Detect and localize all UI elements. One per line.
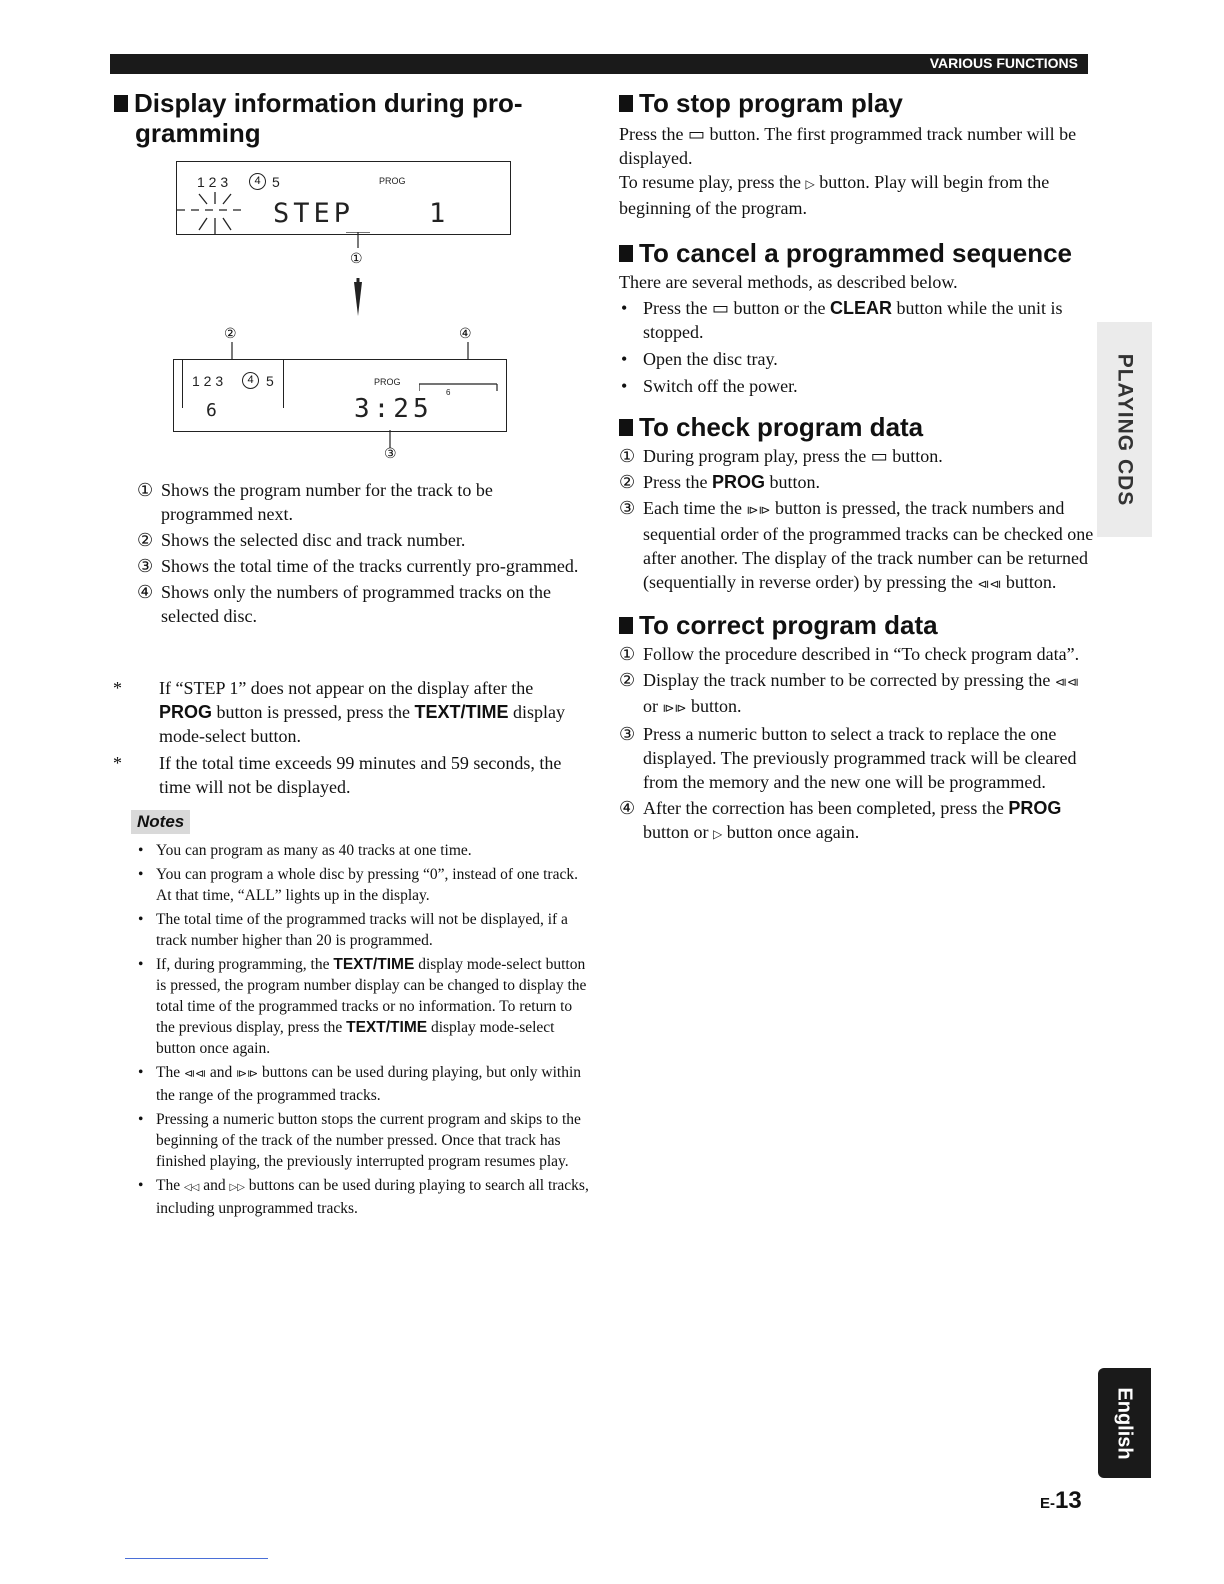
list-item: • Press the ▭ button or the CLEAR button while the unit is stopped. [619,296,1094,344]
skip-back-icon: ⧏⧏ [183,1068,206,1080]
callout-2-label: ② [224,327,237,342]
stop-icon: ▭ [870,446,888,466]
square-bullet-icon [619,245,633,262]
stop-icon: ▭ [712,298,730,318]
note-item: • The ◁◁ and ▷▷ buttons can be used during playing to search all tracks, including unprogrammed tracks. [114,1175,589,1219]
lcd-step-text: STEP [273,198,355,229]
list-item: ④ After the correction has been completed, press the PROG button or ▷ button once again. [619,798,1062,842]
square-bullet-icon [619,419,633,436]
list-item: ② Shows the selected disc and track number. [137,530,466,550]
note-item: • You can program a whole disc by pressing “0”, instead of one track. At that time, “ALL” lights up in the display. [114,864,589,906]
cancel-intro: There are several methods, as described below. [619,272,958,292]
correct-steps [619,642,1094,846]
right-column [619,88,1094,848]
list-item: ③ Shows the total time of the tracks currently pro-grammed. [137,556,579,576]
list-item: ② Press the PROG button. [619,472,821,492]
list-item: • Switch off the power. [619,374,1094,398]
footnote-total-time: * If the total time exceeds 99 minutes and 59 seconds, the time will not be displayed. [113,753,562,797]
circled-track-indicator: 4 [249,173,266,190]
footer-rule [125,1558,268,1559]
list-item: • Open the disc tray. [619,347,1094,371]
page-number: E-13 [1040,1487,1082,1514]
stop-paragraph-1: Press the ▭ button. The first programmed track number will be displayed. [619,124,1077,168]
notes-badge: Notes [131,810,190,834]
section-header-label: VARIOUS FUNCTIONS [929,55,1078,71]
prog-indicator: PROG [374,377,401,387]
check-steps [619,444,1094,596]
callout-1-label: ① [350,252,363,267]
notes-list [114,840,589,1222]
side-tab-playing-cds-label: PLAYING CDS [1113,353,1137,506]
skip-forward-icon: ⧐⧐ [236,1068,259,1080]
lcd-step-number: 1 [429,198,450,229]
check-program-heading: To check program data [619,412,1094,442]
callout-3-label: ③ [384,447,397,462]
square-bullet-icon [619,95,633,112]
list-item: ③ Each time the ⧐⧐ button is pressed, the track numbers and sequential order of the programmed tracks can be checked one after another. The display of the track number can be returned (sequentially in reverse order) by pressing the ⧏⧏ button. [619,498,1094,592]
note-item: • The ⧏⧏ and ⧐⧐ buttons can be used during playing, but only within the range of the programmed tracks. [114,1062,589,1106]
note-item: • You can program as many as 40 tracks at one time. [114,840,589,861]
stop-icon: ▭ [688,124,706,144]
prog-indicator: PROG [379,176,406,186]
callout-lines-1 [340,232,380,322]
note-item: • If, during programming, the TEXT/TIME display mode-select button is pressed, the program number display can be changed to display the total time of the programmed tracks or no information. To return to the previous display, press the TEXT/TIME display mode-select button once again. [114,954,589,1059]
cancel-methods [619,296,1094,398]
list-item: ③ Press a numeric button to select a track to replace the one displayed. The previously programmed track will be cleared from the memory and the new one will be programmed. [619,724,1077,792]
note-item: • Pressing a numeric button stops the current program and skips to the beginning of the track of the number pressed. Once that track has finished playing, the previously interrupted program resumes play. [114,1109,589,1172]
footnote-step: * If “STEP 1” does not appear on the display after the PROG button is pressed, press the TEXT/TIME display mode-select button. [113,678,565,746]
skip-forward-icon: ⧐⧐ [746,503,771,517]
prog-bracket-icon [419,382,499,392]
lcd-disc-number: 6 [206,400,221,421]
fast-forward-icon: ▷▷ [229,1182,245,1193]
skip-back-icon: ⧏⧏ [1054,675,1079,689]
note-item: • The total time of the programmed tracks will not be displayed, if a track number higher than 20 is programmed. [114,909,589,951]
list-item: ② Display the track number to be corrected by pressing the ⧏⧏ or ⧐⧐ button. [619,670,1079,716]
cancel-program-heading: To cancel a programmed sequence [619,238,1094,268]
spinning-indicator-icon [177,190,247,234]
lcd-total-time: 3:25 [354,394,433,424]
footnotes [113,676,587,802]
correct-program-heading: To correct program data [619,610,1094,640]
circled-track-indicator: 4 [242,372,259,389]
list-item: ① Follow the procedure described in “To check program data”. [619,644,1080,664]
play-icon: ▷ [713,827,723,841]
callout-4-label: ④ [459,327,472,342]
stop-program-heading: To stop program play [619,88,1094,118]
rewind-icon: ◁◁ [183,1182,200,1193]
skip-forward-icon: ⧐⧐ [662,701,687,715]
stop-paragraph-2: To resume play, press the ▷ button. Play will begin from the beginning of the program. [619,172,1050,218]
side-tab-english-label: English [1114,1386,1137,1460]
display-info-heading: Display information during pro- gramming [114,88,589,148]
square-bullet-icon [114,95,128,112]
square-bullet-icon [619,617,633,634]
play-icon: ▷ [805,177,815,191]
lcd-display-time: 1 2 3 4 5 6 PROG 6 3:25 [173,359,507,432]
display-explanations [137,478,587,630]
list-item: ④ Shows only the numbers of programmed tracks on the selected disc. [137,582,551,626]
skip-back-icon: ⧏⧏ [977,577,1002,591]
list-item: ① Shows the program number for the track to be programmed next. [137,480,493,524]
section-header-bar [110,54,1088,74]
lcd-display-step: 1 2 3 4 5 PROG STEP 1 [176,161,511,235]
left-column [114,88,589,148]
list-item: ① During program play, press the ▭ button. [619,446,943,466]
